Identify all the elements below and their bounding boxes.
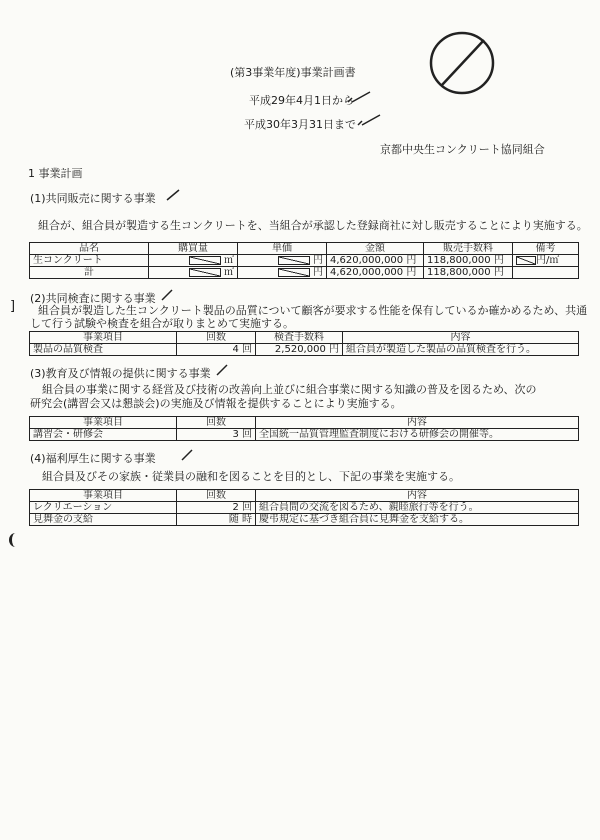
table-header-row (30, 332, 579, 344)
section-1-body: 組合が、組合員が製造する生コンクリートを、当組合が承認した登録商社に対し販売することにより実施する。 (38, 219, 588, 232)
period-from: 平成29年4月1日から (249, 94, 354, 107)
section-heading: 1 事業計画 (28, 167, 83, 180)
header-cell: 内容 (343, 332, 579, 344)
welfare-table (29, 489, 579, 526)
unit-price-cell: 円 (238, 255, 327, 267)
content-cell: 全国統一品質管理監査制度における研修会の開催等。 (256, 429, 579, 441)
section-1-heading: (1)共同販売に関する事業 (30, 192, 156, 205)
redacted-value (189, 268, 221, 277)
section-2-body-line2: して行う試験や検査を組合が取りまとめて実施する。 (30, 317, 294, 330)
table-row (30, 429, 579, 441)
doc-title: (第3事業年度)事業計画書 (230, 66, 356, 79)
margin-mark: ] (10, 299, 16, 314)
header-cell: 単価 (238, 243, 327, 255)
redacted-value (516, 256, 536, 265)
header-cell: 金額 (327, 243, 424, 255)
inspection-table (29, 331, 579, 356)
section-3-heading: (3)教育及び情報の提供に関する事業 (30, 367, 211, 380)
redacted-value (278, 256, 310, 265)
note-cell: 円/㎥ (513, 255, 579, 267)
item-name: 講習会・研修会 (30, 429, 177, 441)
item-name: レクリエーション (30, 502, 177, 514)
fee-cell: 118,800,000 円 (424, 255, 513, 267)
table-row (30, 255, 579, 267)
quantity-cell: ㎥ (149, 255, 238, 267)
note-cell (513, 267, 579, 279)
fee-cell: 2,520,000 円 (256, 344, 343, 356)
section-4-heading: (4)福利厚生に関する事業 (30, 452, 156, 465)
table-row (30, 502, 579, 514)
check-mark-icon (346, 90, 372, 104)
header-cell: 品名 (30, 243, 149, 255)
times-cell: 2 回 (177, 502, 256, 514)
crossed-circle-stamp (428, 30, 496, 96)
check-mark-icon (356, 113, 382, 127)
table-header-row (30, 417, 579, 429)
redacted-value (278, 268, 310, 277)
check-mark-icon (160, 288, 174, 302)
organization-name: 京都中央生コンクリート協同組合 (380, 143, 545, 156)
fee-cell: 118,800,000 円 (424, 267, 513, 279)
content-cell: 慶弔規定に基づき組合員に見舞金を支給する。 (256, 514, 579, 526)
unit-price-cell: 円 (238, 267, 327, 279)
section-3-body-line2: 研究会(講習会又は懇談会)の実施及び情報を提供することにより実施する。 (30, 397, 402, 410)
item-name: 製品の品質検査 (30, 344, 177, 356)
check-mark-icon (165, 188, 181, 202)
content-cell: 組合員間の交流を図るため、親睦旅行等を行う。 (256, 502, 579, 514)
table-row (30, 514, 579, 526)
section-2-heading: (2)共同検査に関する事業 (30, 292, 156, 305)
period-to: 平成30年3月31日まで (244, 118, 356, 131)
punch-hole-mark (9, 533, 22, 547)
amount-cell: 4,620,000,000 円 (327, 267, 424, 279)
check-mark-icon (180, 448, 194, 462)
section-2-body-line1: 組合員が製造した生コンクリート製品の品質について顧客が要求する性能を保有しているか確かめるため、共通 (38, 304, 588, 317)
item-name: 計 (30, 267, 149, 279)
times-cell: 3 回 (177, 429, 256, 441)
header-cell: 事業項目 (30, 490, 177, 502)
sales-table (29, 242, 579, 279)
header-cell: 回数 (177, 332, 256, 344)
section-3-body-line1: 組合員の事業に関する経営及び技術の改善向上並びに組合事業に関する知識の普及を図るため、次の (42, 383, 537, 396)
header-cell: 備考 (513, 243, 579, 255)
header-cell: 事業項目 (30, 417, 177, 429)
times-cell: 随 時 (177, 514, 256, 526)
header-cell: 事業項目 (30, 332, 177, 344)
table-row (30, 344, 579, 356)
quantity-cell: ㎥ (149, 267, 238, 279)
amount-cell: 4,620,000,000 円 (327, 255, 424, 267)
redacted-value (189, 256, 221, 265)
section-4-body: 組合員及びその家族・従業員の融和を図ることを目的とし、下記の事業を実施する。 (42, 470, 460, 483)
times-cell: 4 回 (177, 344, 256, 356)
training-table (29, 416, 579, 441)
item-name: 見舞金の支給 (30, 514, 177, 526)
table-header-row (30, 490, 579, 502)
content-cell: 組合員が製造した製品の品質検査を行う。 (343, 344, 579, 356)
header-cell: 検査手数料 (256, 332, 343, 344)
header-cell: 販売手数料 (424, 243, 513, 255)
item-name: 生コンクリート (30, 255, 149, 267)
table-header-row (30, 243, 579, 255)
header-cell: 回数 (177, 490, 256, 502)
check-mark-icon (215, 363, 229, 377)
header-cell: 購買量 (149, 243, 238, 255)
table-row (30, 267, 579, 279)
header-cell: 回数 (177, 417, 256, 429)
header-cell: 内容 (256, 490, 579, 502)
header-cell: 内容 (256, 417, 579, 429)
